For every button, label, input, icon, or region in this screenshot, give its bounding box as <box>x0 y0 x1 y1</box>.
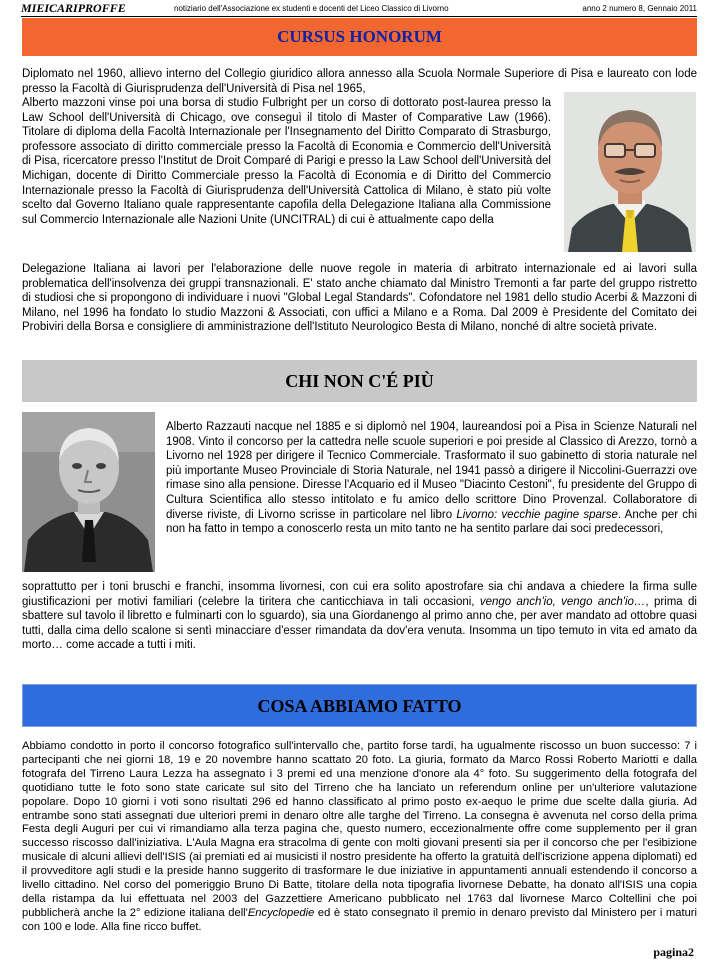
portrait-razzauti-image <box>22 412 155 572</box>
section-title-cursus-honorum: CURSUS HONORUM <box>22 18 697 56</box>
chinon-text-part-4: , prima di sbattere sul tavolo il libretto e fulminarti con lo sguardo), sia una Giordanengo al primo anno che, per aver mandato ad ottobre quasi tutti, dalla cima dello scalone si sentì minacciare d'esser rimandata da dov'era venuta. Insomma un tipo temuto in vita ed amato da morto… come accade a tutti i miti. <box>22 595 697 652</box>
cosa-encyclopedie-title: Encyclopedie <box>247 906 315 919</box>
newsletter-brand: MIEICARIPROFFE <box>21 1 126 15</box>
chinon-text-part-1: Alberto Razzauti nacque nel 1885 e si diplomò nel 1904, laureandosi poi a Pisa in Scienze Naturali nel 1908. Vinto il concorso per la cattedra nelle scuole superiori e poi preside al Classico di Arezzo, tornò a Livorno nel 1928 per dirigere il Tecnico Commerciale. Trasformato il suo gabinetto di storia naturale nel più importante Museo Provinciale di Storia Naturale, nel 1941 passò a dirigere il Niccolini-Guerrazzi ove rimase sino alla pensione. Diresse l'Acquario ed il Museo "Diacinto Cestoni", fu presidente del Gruppo di Cultura Scientifica allo stesso intitolato e fu amico dello scrittore Dino Provenzal. Collaboratore di diverse riviste, di Livorno scrisse in particolare nel libro <box>166 421 697 521</box>
chinon-tiritera-quote: vengo anch'io, vengo anch'io… <box>479 595 646 608</box>
cosa-paragraph <box>22 740 697 935</box>
chinon-book-title: Livorno: vecchie pagine sparse <box>456 508 618 521</box>
chinon-text-part-3: soprattutto per i toni bruschi e franchi, insomma livornesi, con cui era solito apostrofare sia chi andava a chiedere la firma sulle giustificazioni per motivi familiari (celebre la tiritera che canticchiava in tali occasioni, <box>22 581 697 608</box>
chinon-paragraph-bottom <box>22 580 697 653</box>
cursus-paragraph-wrap: Alberto mazzoni vinse poi una borsa di studio Fulbright per un corso di dottorato post-laurea presso la Law School dell'Università di Chicago, ove conseguì il titolo di Master of Comparative Law (1966). Titolare di diploma della Facoltà Internazionale per l'Insegnamento del Diritto Comparato di Strasburgo, professore associato di diritto commerciale presso la Facoltà di Economia e Commercio dell'Università di Pisa, ricercatore presso l'Institut de Droit Comparé di Parigi e presso la Law School dell'Università del Michigan, docente di Diritto Commerciale presso la Facoltà di Economia e di Diritto del Commercio Internazionale presso la Facoltà di Giurisprudenza dell'Università Cattolica di Milano, è stato più volte scelto dal Governo Italiano quale rappresentante capofila della Delegazione Italiana alla Commissione sul Commercio Internazionale alle Nazioni Unite (UNCITRAL) di cui è attualmente capo della <box>22 97 551 226</box>
cosa-text-part-2: ed è stato consegnato il premio in denaro previsto dal Ministero per i maturi con 100 e lode. Alla fine ricco buffet. <box>22 906 697 933</box>
masthead <box>21 2 697 17</box>
section-title-chi-non-ce-piu: CHI NON C'É PIÙ <box>22 360 697 402</box>
portrait-alberto-razzauti <box>22 412 155 572</box>
section-title-cosa-abbiamo-fatto: COSA ABBIAMO FATTO <box>22 684 697 727</box>
cosa-text-part-1: Abbiamo condotto in porto il concorso fotografico sull'intervallo che, partito forse tardi, ha ugualmente riscosso un buon successo: 7 i partecipanti che nei giorni 18, 19 e 20 novembre hanno scattato 20 foto. La giuria, formato da Marco Rossi Roberto Mariotti e dalla fotografa del Tirreno Laura Lezza ha assegnato i 3 premi ed una menzione d'onore ala 4° foto. Su suggerimento della fotografa del quotidiano tutte le foto sono state caricate sul sito del Tirreno che ha lanciato un referendum online per un'ulteriore valutazione popolare. Dopo 10 giorni i voti sono risultati 296 ed hanno classificato al primo posto ex-aequo le prime due scelte dalla giuria. Ad entrambe sono stati assegnati due ulteriori premi in denaro oltre alle targhe del Tirreno. La consegna è avvenuta nel corso della prima Festa degli Auguri per cui vi rimandiamo alla terza pagina che, questo numero, eccezionalmente offre come supplemento per il gran successo riscosso dall'iniziativa. L'Aula Magna era stracolma di gente con molti giovani presenti sia per il concorso che per l'esibizione musicale di alcuni allievi dell'ISIS (ai premiati ed ai musicisti il nostro presidente ha offerto la gratuità dell'iscrizione appena diplomati) ed il provveditore agli studi e la preside hanno suggerito di trasformare le due iniziative in appuntamenti annuali estendendo il concorso a livello cittadino. Nel corso del pomeriggio Bruno Di Batte, titolare della nota tipografia livornese Debatte, ha donato all'ISIS una copia della ristampa da lui effettuata nel 2003 del Gazzettiere Americano pubblicato nel 1763 dal livornese Marco Coltellini che poi pubblicherà anche la 2° edizione italiana dell' <box>22 740 697 919</box>
portrait-alberto-mazzoni <box>564 92 696 252</box>
chinon-text-part-2: . Anche per chi non ha fatto in tempo a conoscerlo resta un mito tanto ne ha sentito parlare dai soci predecessori, <box>166 508 697 536</box>
issue-info: anno 2 numero 8, Gennaio 2011 <box>582 4 697 13</box>
page-number: pagina2 <box>653 945 694 959</box>
chinon-paragraph-wrap <box>166 420 697 537</box>
portrait-mazzoni-image <box>564 92 696 252</box>
newsletter-subtitle: notiziario dell'Associazione ex studenti e docenti del Liceo Classico di Livorno <box>174 4 449 13</box>
cursus-paragraph-bottom: Delegazione Italiana ai lavori per l'elaborazione delle nuove regole in materia di arbitrato internazionale ed ai lavori sulla problematica dell'insolvenza dei gruppi transnazionali. E' stato anche chiamato dal Ministro Tremonti a far parte del gruppo ristretto di studiosi che si propongono di individuare i nuovi "Global Legal Standards". Cofondatore nel 1981 dello studio Acerbi & Mazzoni di Milano, nel 1996 ha fondato lo studio Mazzoni & Associati, con uffici a Milano e a Roma. Dal 2009 è Presidente del Comitato dei Probiviri della Borsa e consigliere di amministrazione dell'Istituto Neurologico Besta di Milano, nonché di altre società private. <box>22 263 697 334</box>
cursus-paragraph-top: Diplomato nel 1960, allievo interno del Collegio giuridico allora annesso alla Scuola Normale Superiore di Pisa e laureato con lode presso la Facoltà di Giurisprudenza dell'Università di Pisa nel 1965, <box>22 68 697 95</box>
